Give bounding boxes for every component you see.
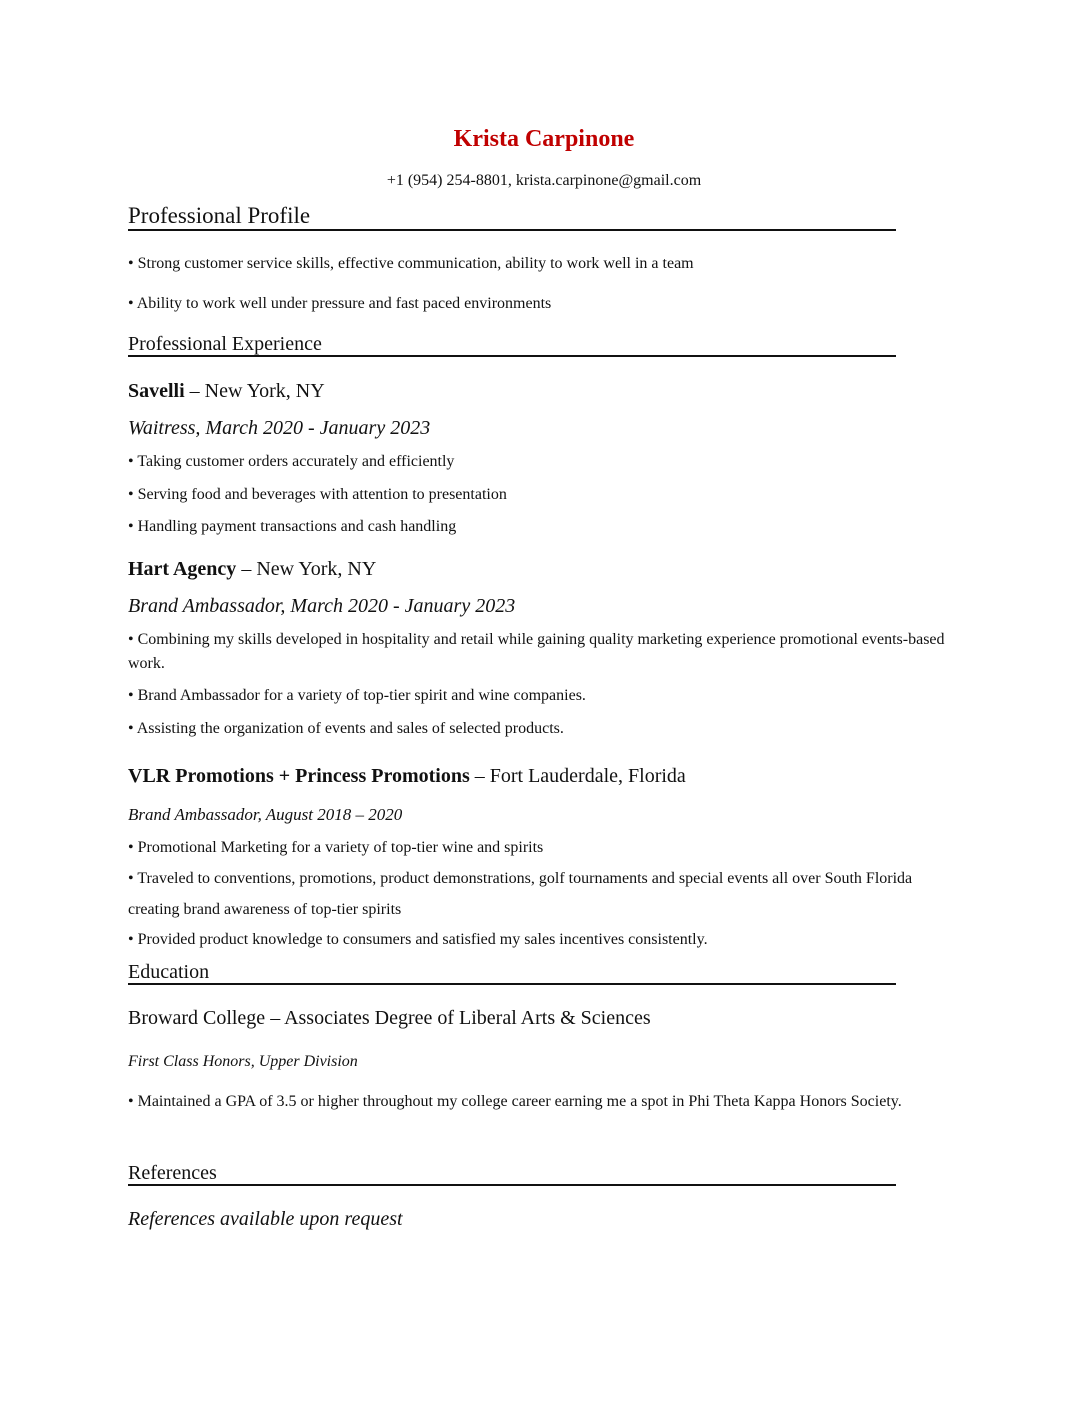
job-bullet: • Serving food and beverages with attention to presentation	[128, 486, 507, 503]
job-bullet: • Taking customer orders accurately and efficiently	[128, 453, 455, 470]
job-bullet: • Assisting the organization of events and sales of selected products.	[128, 720, 564, 737]
employer-name: Savelli	[128, 380, 185, 402]
profile-bullet: • Strong customer service skills, effective communication, ability to work well in a team	[128, 255, 694, 272]
education-honors: First Class Honors, Upper Division	[128, 1053, 358, 1070]
job-role: Brand Ambassador, March 2020 - January 2023	[128, 595, 516, 617]
job-employer-line	[128, 765, 686, 788]
section-heading-label: Professional Experience	[128, 333, 322, 355]
references-text: References available upon request	[128, 1208, 403, 1230]
job-bullet: • Promotional Marketing for a variety of top-tier wine and spirits	[128, 839, 544, 856]
employer-location: – New York, NY	[184, 380, 325, 402]
job-bullet: • Brand Ambassador for a variety of top-tier spirit and wine companies.	[128, 687, 586, 704]
job-bullet: • Combining my skills developed in hospitality and retail while gaining quality marketing experience promotional events-based work.	[128, 631, 945, 672]
employer-name: VLR Promotions + Princess Promotions	[128, 765, 470, 787]
section-heading-references	[128, 1163, 896, 1186]
section-heading-profile	[128, 204, 896, 231]
contact-info: +1 (954) 254-8801, krista.carpinone@gmail.com	[386, 172, 702, 189]
profile-bullet: • Ability to work well under pressure and fast paced environments	[128, 295, 552, 312]
job-employer-line	[128, 380, 325, 403]
job-bullet: • Provided product knowledge to consumers and satisfied my sales incentives consistently.	[128, 931, 708, 948]
employer-location: – New York, NY	[236, 558, 377, 580]
employer-location: – Fort Lauderdale, Florida	[469, 765, 686, 787]
job-role: Brand Ambassador, August 2018 – 2020	[128, 805, 403, 824]
employer-name: Hart Agency	[128, 558, 237, 580]
section-heading-label: Education	[128, 961, 210, 983]
section-heading-label: References	[128, 1162, 217, 1184]
school-degree: Broward College – Associates Degree of Liberal Arts & Sciences	[128, 1007, 651, 1029]
job-bullet: • Traveled to conventions, promotions, product demonstrations, golf tournaments and special events all over South Florida creating brand awareness of top-tier spirits	[128, 870, 913, 918]
section-heading-experience	[128, 334, 896, 357]
section-heading-education	[128, 962, 896, 985]
section-heading-label: Professional Profile	[128, 203, 311, 228]
job-role: Waitress, March 2020 - January 2023	[128, 417, 431, 439]
education-bullet: • Maintained a GPA of 3.5 or higher throughout my college career earning me a spot in Phi Theta Kappa Honors Society.	[128, 1093, 902, 1110]
job-employer-line	[128, 558, 376, 581]
job-bullet: • Handling payment transactions and cash handling	[128, 518, 457, 535]
candidate-name: Krista Carpinone	[453, 126, 635, 152]
